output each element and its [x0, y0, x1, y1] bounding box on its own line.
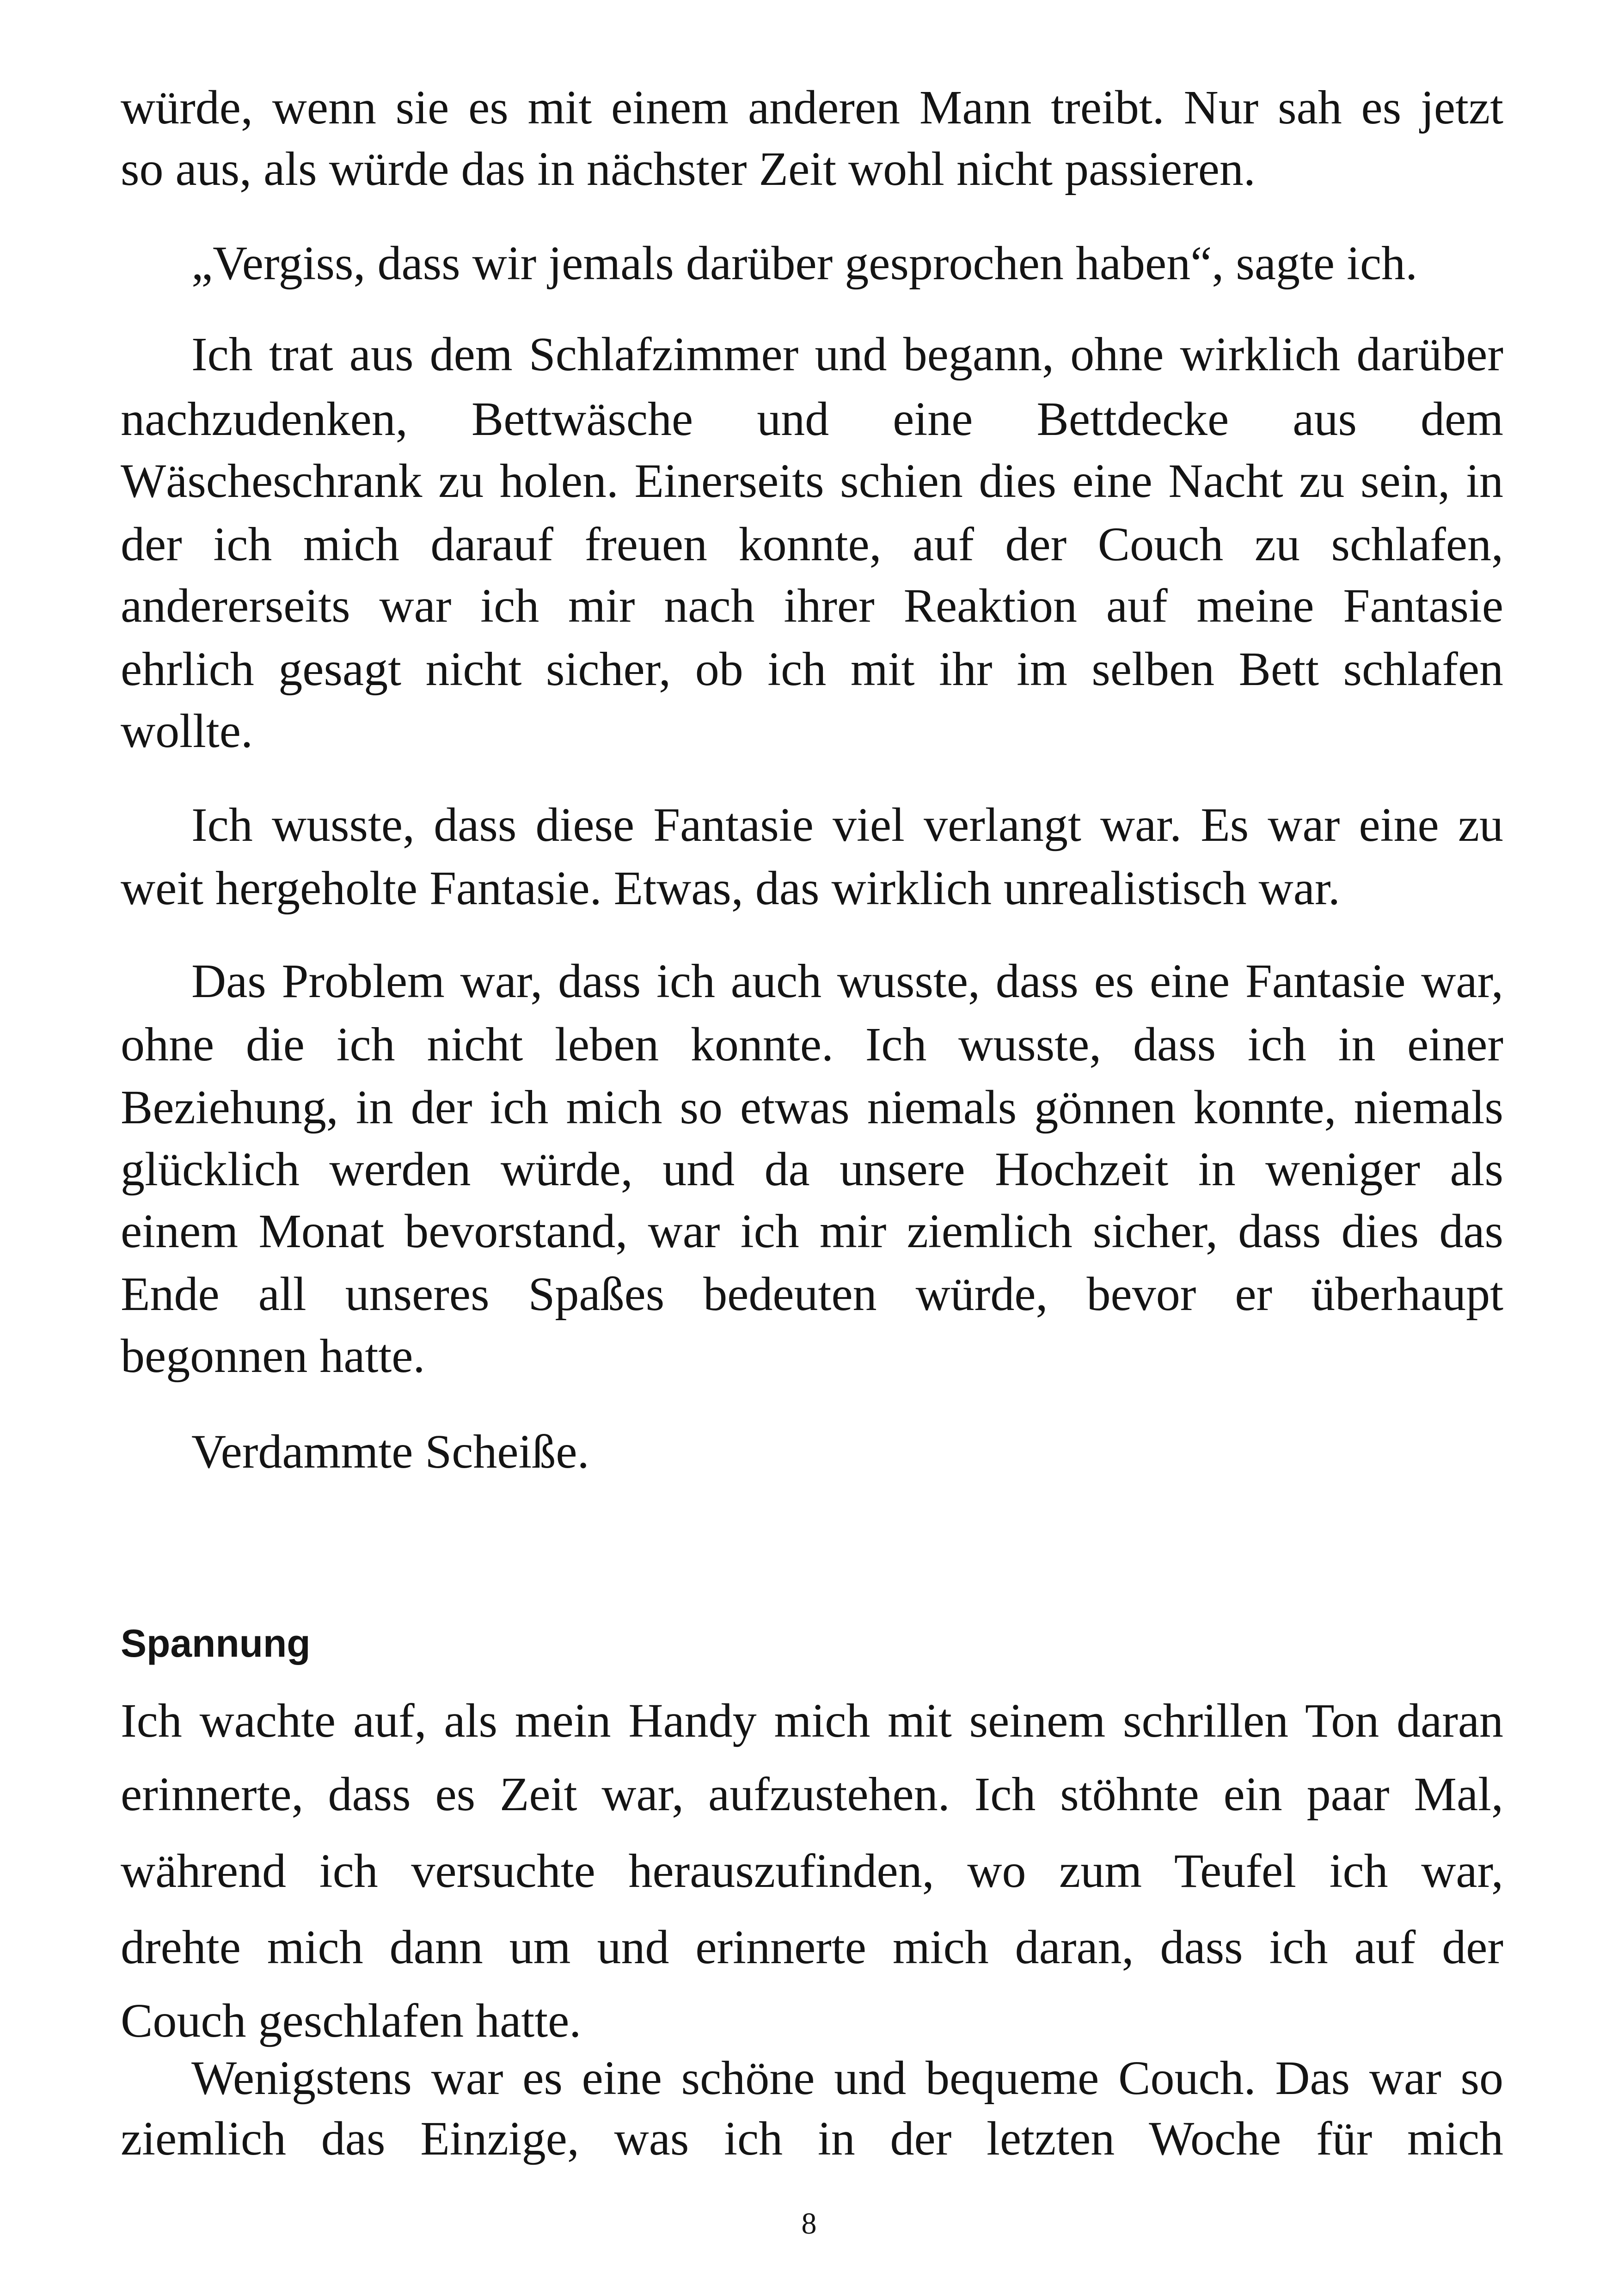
text-line: der ich mich darauf freuen konnte, auf der Couch zu schlafen,: [121, 518, 1503, 571]
text-line: erinnerte, dass es Zeit war, aufzustehen. Ich stöhnte ein paar Mal,: [121, 1768, 1503, 1821]
text-line: begonnen hatte.: [121, 1329, 425, 1383]
text-line: weit hergeholte Fantasie. Etwas, das wirklich unrealistisch war.: [121, 862, 1340, 915]
text-line: während ich versuchte herauszufinden, wo zum Teufel ich war,: [121, 1844, 1503, 1898]
text-line: glücklich werden würde, und da unsere Hochzeit in weniger als: [121, 1143, 1503, 1196]
text-line: Wäscheschrank zu holen. Einerseits schien dies eine Nacht zu sein, in: [121, 454, 1503, 508]
text-line: Ich wachte auf, als mein Handy mich mit seinem schrillen Ton daran: [121, 1694, 1503, 1747]
text-line: ohne die ich nicht leben konnte. Ich wusste, dass ich in einer: [121, 1018, 1503, 1071]
page-number: 8: [801, 2207, 817, 2241]
text-line: einem Monat bevorstand, war ich mir ziemlich sicher, dass dies das: [121, 1205, 1503, 1258]
text-line: „Vergiss, dass wir jemals darüber gesprochen haben“, sagte ich.: [191, 237, 1418, 290]
text-line: Wenigstens war es eine schöne und bequeme Couch. Das war so: [191, 2051, 1503, 2105]
text-line: nachzudenken, Bettwäsche und eine Bettdecke aus dem: [121, 392, 1503, 446]
text-line: andererseits war ich mir nach ihrer Reaktion auf meine Fantasie: [121, 579, 1503, 632]
text-line: Ende all unseres Spaßes bedeuten würde, bevor er überhaupt: [121, 1267, 1503, 1321]
section-heading: Spannung: [121, 1622, 311, 1665]
text-line: ehrlich gesagt nicht sicher, ob ich mit ihr im selben Bett schlafen: [121, 643, 1503, 696]
text-line: drehte mich dann um und erinnerte mich daran, dass ich auf der: [121, 1921, 1503, 1974]
text-line: Ich trat aus dem Schlafzimmer und begann, ohne wirklich darüber: [191, 328, 1503, 381]
text-line: Verdammte Scheiße.: [191, 1425, 589, 1478]
text-line: wollte.: [121, 704, 253, 758]
text-line: Couch geschlafen hatte.: [121, 1994, 582, 2047]
text-line: Das Problem war, dass ich auch wusste, dass es eine Fantasie war,: [191, 955, 1503, 1008]
text-line: würde, wenn sie es mit einem anderen Mann treibt. Nur sah es jetzt: [121, 81, 1503, 134]
text-line: Beziehung, in der ich mich so etwas niemals gönnen konnte, niemals: [121, 1081, 1503, 1134]
text-line: so aus, als würde das in nächster Zeit wohl nicht passieren.: [121, 142, 1256, 196]
text-line: ziemlich das Einzige, was ich in der letzten Woche für mich: [121, 2112, 1503, 2165]
text-line: Ich wusste, dass diese Fantasie viel verlangt war. Es war eine zu: [191, 798, 1503, 851]
